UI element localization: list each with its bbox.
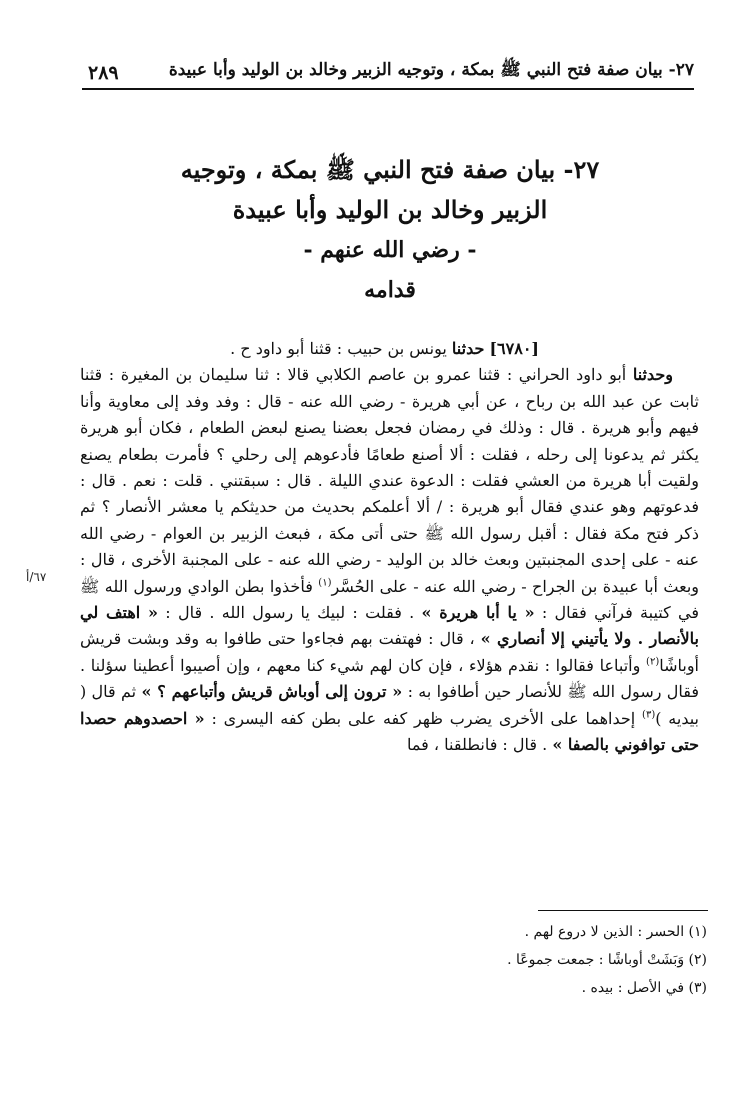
hadith-isnad-paragraph <box>80 336 699 362</box>
chapter-subtitle: قدامه <box>364 277 416 303</box>
chapter-title-line-2: الزبير وخالد بن الوليد وأبا عبيدة <box>232 195 548 224</box>
prophetic-quote: « اهتف لي بالأنصار . ولا يأتيني إلا أنصاري » <box>80 603 700 649</box>
footnote-3: (٣) في الأصل : بيده . <box>581 980 707 996</box>
text-segment: إحداهما على الأخرى يضرب ظهر كفه على بطن كفه اليسرى : <box>211 708 636 728</box>
text-segment: وأتباعا فقالوا : نقدم هؤلاء ، فإن كان لهم شيء كنا معهم ، وإن أصيبوا أعطينا سؤلنا . فقال رسول الله ﷺ للأنصار حين أطافوا به : <box>80 655 700 702</box>
page-number: ٢٨٩ <box>88 62 119 84</box>
chapter-title <box>90 150 690 310</box>
hadith-number: [٦٧٨٠] <box>489 339 539 358</box>
isnad-text: يونس بن حبيب : قثنا أبو داود ح . <box>230 339 447 358</box>
running-title: ٢٧- بيان صفة فتح النبي ﷺ بمكة ، وتوجيه الزبير وخالد بن الوليد وأبا عبيدة <box>168 60 694 80</box>
footnote-marker-2: (٢) <box>646 656 660 668</box>
running-header <box>82 58 694 90</box>
narration-keyword-2: وحدثنا <box>632 365 673 385</box>
text-segment: أبو داود الحراني : قثنا عمرو بن عاصم الكلابي قالا : ثنا سليمان بن المغيرة : قثنا ثابت عن عبد الله بن رباح ، عن أبي هريرة - رضي الله عنه - قال : وفد وفد إلى معاوية وأنا فيهم وأبو هريرة . قال : وذلك في رمضان فجعل بعضنا يصنع لبعض الطعام ، فكان أبو هريرة يكثر ثم يدعونا إلى رحله ، فقلت : ألا أصنع طعامًا فأدعوهم إلى رحلي ؟ فأمرت بطعام يصنع ولقيت أبا هريرة من العشي فقلت : الدعوة عندي الليلة . قال : سبقتني . قلت : نعم . قال : فدعوتهم وهو عندي فقال أبو هريرة : / ألا أعلمكم بحديث من حديثكم يا معشر الأنصار ؟ ثم ذكر فتح مكة فقال : أقبل رسول الله ﷺ حتى أتى مكة ، فبعث الزبير بن العوام - رضي الله عنه - على إحدى المجنبتين وبعث خالد بن الوليد - رضي الله عنه - على المجنبة الأخرى ، قال : وبعث أبا عبيدة بن الجراح - رضي الله عنه - على الحُسَّر <box>80 365 700 596</box>
hadith-matn-paragraph <box>80 362 699 758</box>
narration-keyword: حدثنا <box>451 339 485 358</box>
chapter-title-line-1: ٢٧- بيان صفة فتح النبي ﷺ بمكة ، وتوجيه <box>180 155 600 184</box>
manuscript-folio-marker: ٦٧/أ <box>26 570 47 584</box>
prophetic-quote: « احصدوهم حصدا حتى توافوني بالصفا » <box>80 708 699 755</box>
prophetic-quote: « يا أبا هريرة » <box>421 603 535 623</box>
footnotes <box>80 918 707 1002</box>
footnote-2: (٢) وَبَشَتْ أوباشًا : جمعت جموعًا . <box>507 952 707 968</box>
footnote-marker-1: (١) <box>318 577 332 589</box>
text-segment: ، قال : فهتفت بهم فجاءوا حتى طافوا به وقد وبشت قريش أوباشًا <box>80 629 699 675</box>
prophetic-quote: « ترون إلى أوباش قريش وأتباعهم ؟ » <box>141 682 403 702</box>
chapter-title-line-3: - رضي الله عنهم - <box>303 237 477 263</box>
text-segment: . فقلت : لبيك يا رسول الله . قال : <box>165 603 415 623</box>
text-segment: ثم قال ( بيديه ) <box>80 682 700 728</box>
text-segment: . قال : فانطلقنا ، فما <box>407 735 548 755</box>
text-segment: فأخذوا بطن الوادي ورسول الله ﷺ في كتيبة فرآني فقال : <box>80 576 699 623</box>
footnote-divider <box>538 910 708 911</box>
footnote-1: (١) الحسر : الذين لا دروع لهم . <box>524 924 707 940</box>
footnote-marker-3: (٣) <box>642 709 656 721</box>
hadith-text <box>80 336 699 759</box>
